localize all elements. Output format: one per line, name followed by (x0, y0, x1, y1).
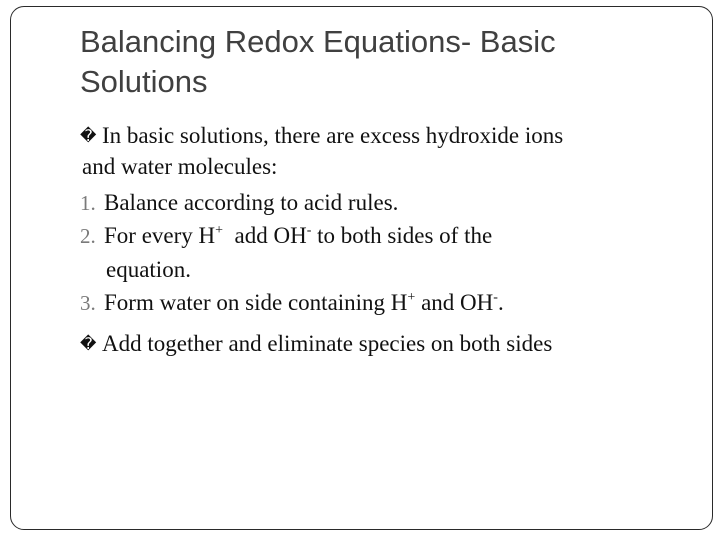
step-3-text-before: Form water on side containing H (104, 290, 408, 315)
step-3-text-middle: and OH (415, 290, 494, 315)
step-3 (80, 289, 504, 317)
intro-text-line-2: and water molecules: (82, 154, 278, 179)
intro-continuation-line (82, 153, 277, 181)
h-plus-superscript: + (215, 223, 224, 238)
oh-minus-superscript: - (306, 223, 312, 238)
step-1 (80, 189, 398, 217)
step-2-continuation-line (106, 256, 191, 284)
bullet-glyph-icon: � (80, 334, 97, 353)
step-2-text-middle: add OH (223, 223, 307, 248)
step-2-text-before: For every H (104, 223, 216, 248)
step-2 (80, 222, 492, 250)
intro-bullet-line (80, 122, 563, 150)
step-1-number: 1. (80, 191, 96, 215)
intro-text-line-1: In basic solutions, there are excess hydroxide ions (102, 123, 564, 148)
final-bullet-text: Add together and eliminate species on both sides (102, 331, 553, 356)
slide-title: Balancing Redox Equations- Basic Solutions (80, 24, 556, 99)
step-3-number: 3. (80, 291, 96, 315)
step-1-text: Balance according to acid rules. (104, 190, 399, 215)
step-3-text-after: . (497, 290, 504, 315)
oh-minus-superscript: - (493, 290, 498, 305)
step-2-continuation: equation. (106, 257, 191, 282)
step-2-number: 2. (80, 224, 96, 248)
bullet-glyph-icon: � (80, 126, 97, 145)
step-2-text-after: to both sides of the (311, 223, 493, 248)
h-plus-superscript: + (407, 290, 416, 305)
final-bullet-line (80, 330, 552, 358)
